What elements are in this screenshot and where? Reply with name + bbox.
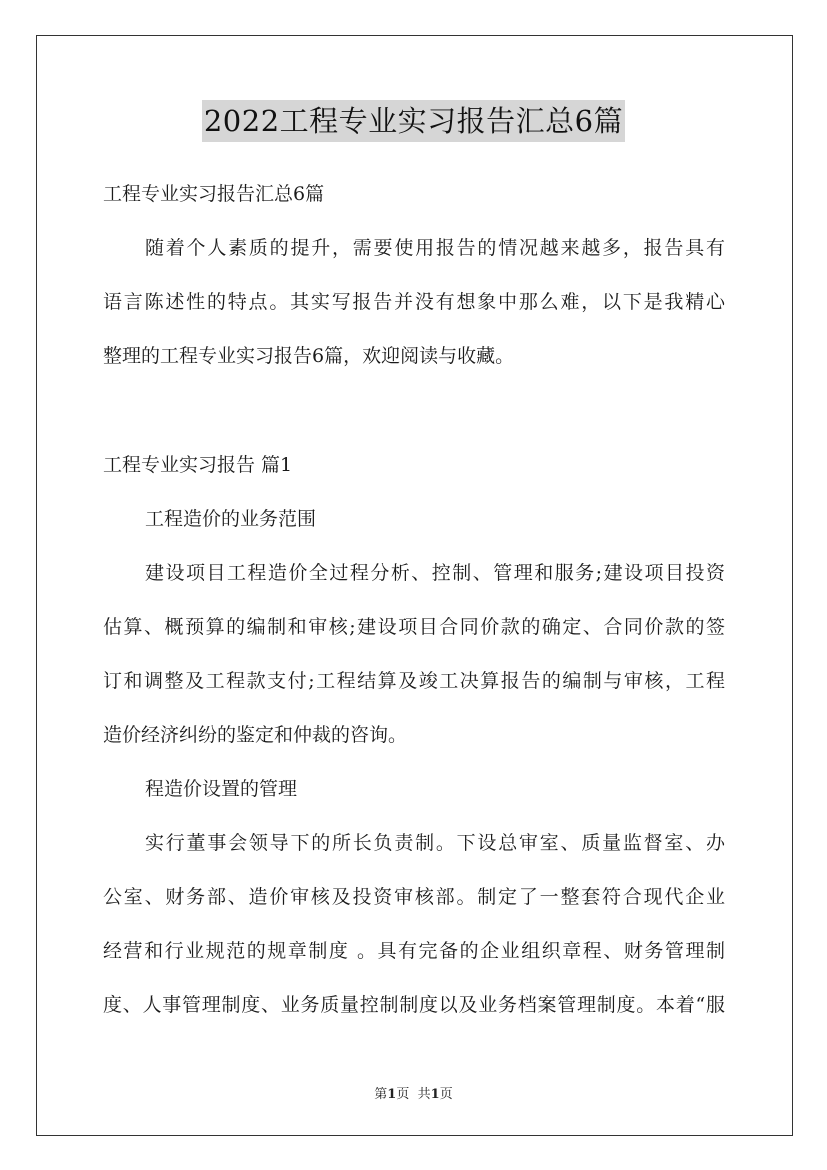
total-prefix: 共 [417, 1087, 431, 1102]
document-title: 2022工程专业实习报告汇总6篇 [202, 100, 625, 142]
page-prefix: 第 [374, 1087, 388, 1102]
document-subtitle: 工程专业实习报告汇总6篇 [103, 183, 325, 205]
paragraph-2-line-2: 公室、财务部、造价审核及投资审核部。制定了一整套符合现代企业 [103, 886, 725, 908]
paragraph-1-line-4: 造价经济纠纷的鉴定和仲裁的咨询。 [103, 724, 408, 746]
paragraph-1-line-2: 估算、概预算的编制和审核;建设项目合同价款的确定、合同价款的签 [103, 616, 725, 638]
subheading-management: 程造价设置的管理 [145, 778, 298, 800]
page-footer [0, 1083, 827, 1102]
paragraph-2-line-4: 度、人事管理制度、业务质量控制制度以及业务档案管理制度。本着“服 [103, 994, 725, 1016]
subheading-scope: 工程造价的业务范围 [145, 508, 317, 530]
paragraph-1-line-3: 订和调整及工程款支付;工程结算及竣工决算报告的编制与审核，工程 [103, 670, 725, 692]
page-suffix: 页 [396, 1087, 410, 1102]
total-suffix: 页 [439, 1087, 453, 1102]
page-number: 1 [387, 1087, 397, 1102]
title-block [0, 100, 827, 142]
intro-line-3: 整理的工程专业实习报告6篇，欢迎阅读与收藏。 [103, 345, 515, 367]
intro-line-1: 随着个人素质的提升，需要使用报告的情况越来越多，报告具有 [145, 237, 725, 259]
intro-line-2: 语言陈述性的特点。其实写报告并没有想象中那么难，以下是我精心 [103, 291, 725, 313]
paragraph-1-line-1: 建设项目工程造价全过程分析、控制、管理和服务;建设项目投资 [145, 562, 725, 584]
total-pages: 1 [430, 1087, 440, 1102]
paragraph-2-line-1: 实行董事会领导下的所长负责制。下设总审室、质量监督室、办 [145, 832, 725, 854]
section-heading: 工程专业实习报告 篇1 [103, 454, 293, 476]
paragraph-2-line-3: 经营和行业规范的规章制度 。具有完备的企业组织章程、财务管理制 [103, 940, 725, 962]
